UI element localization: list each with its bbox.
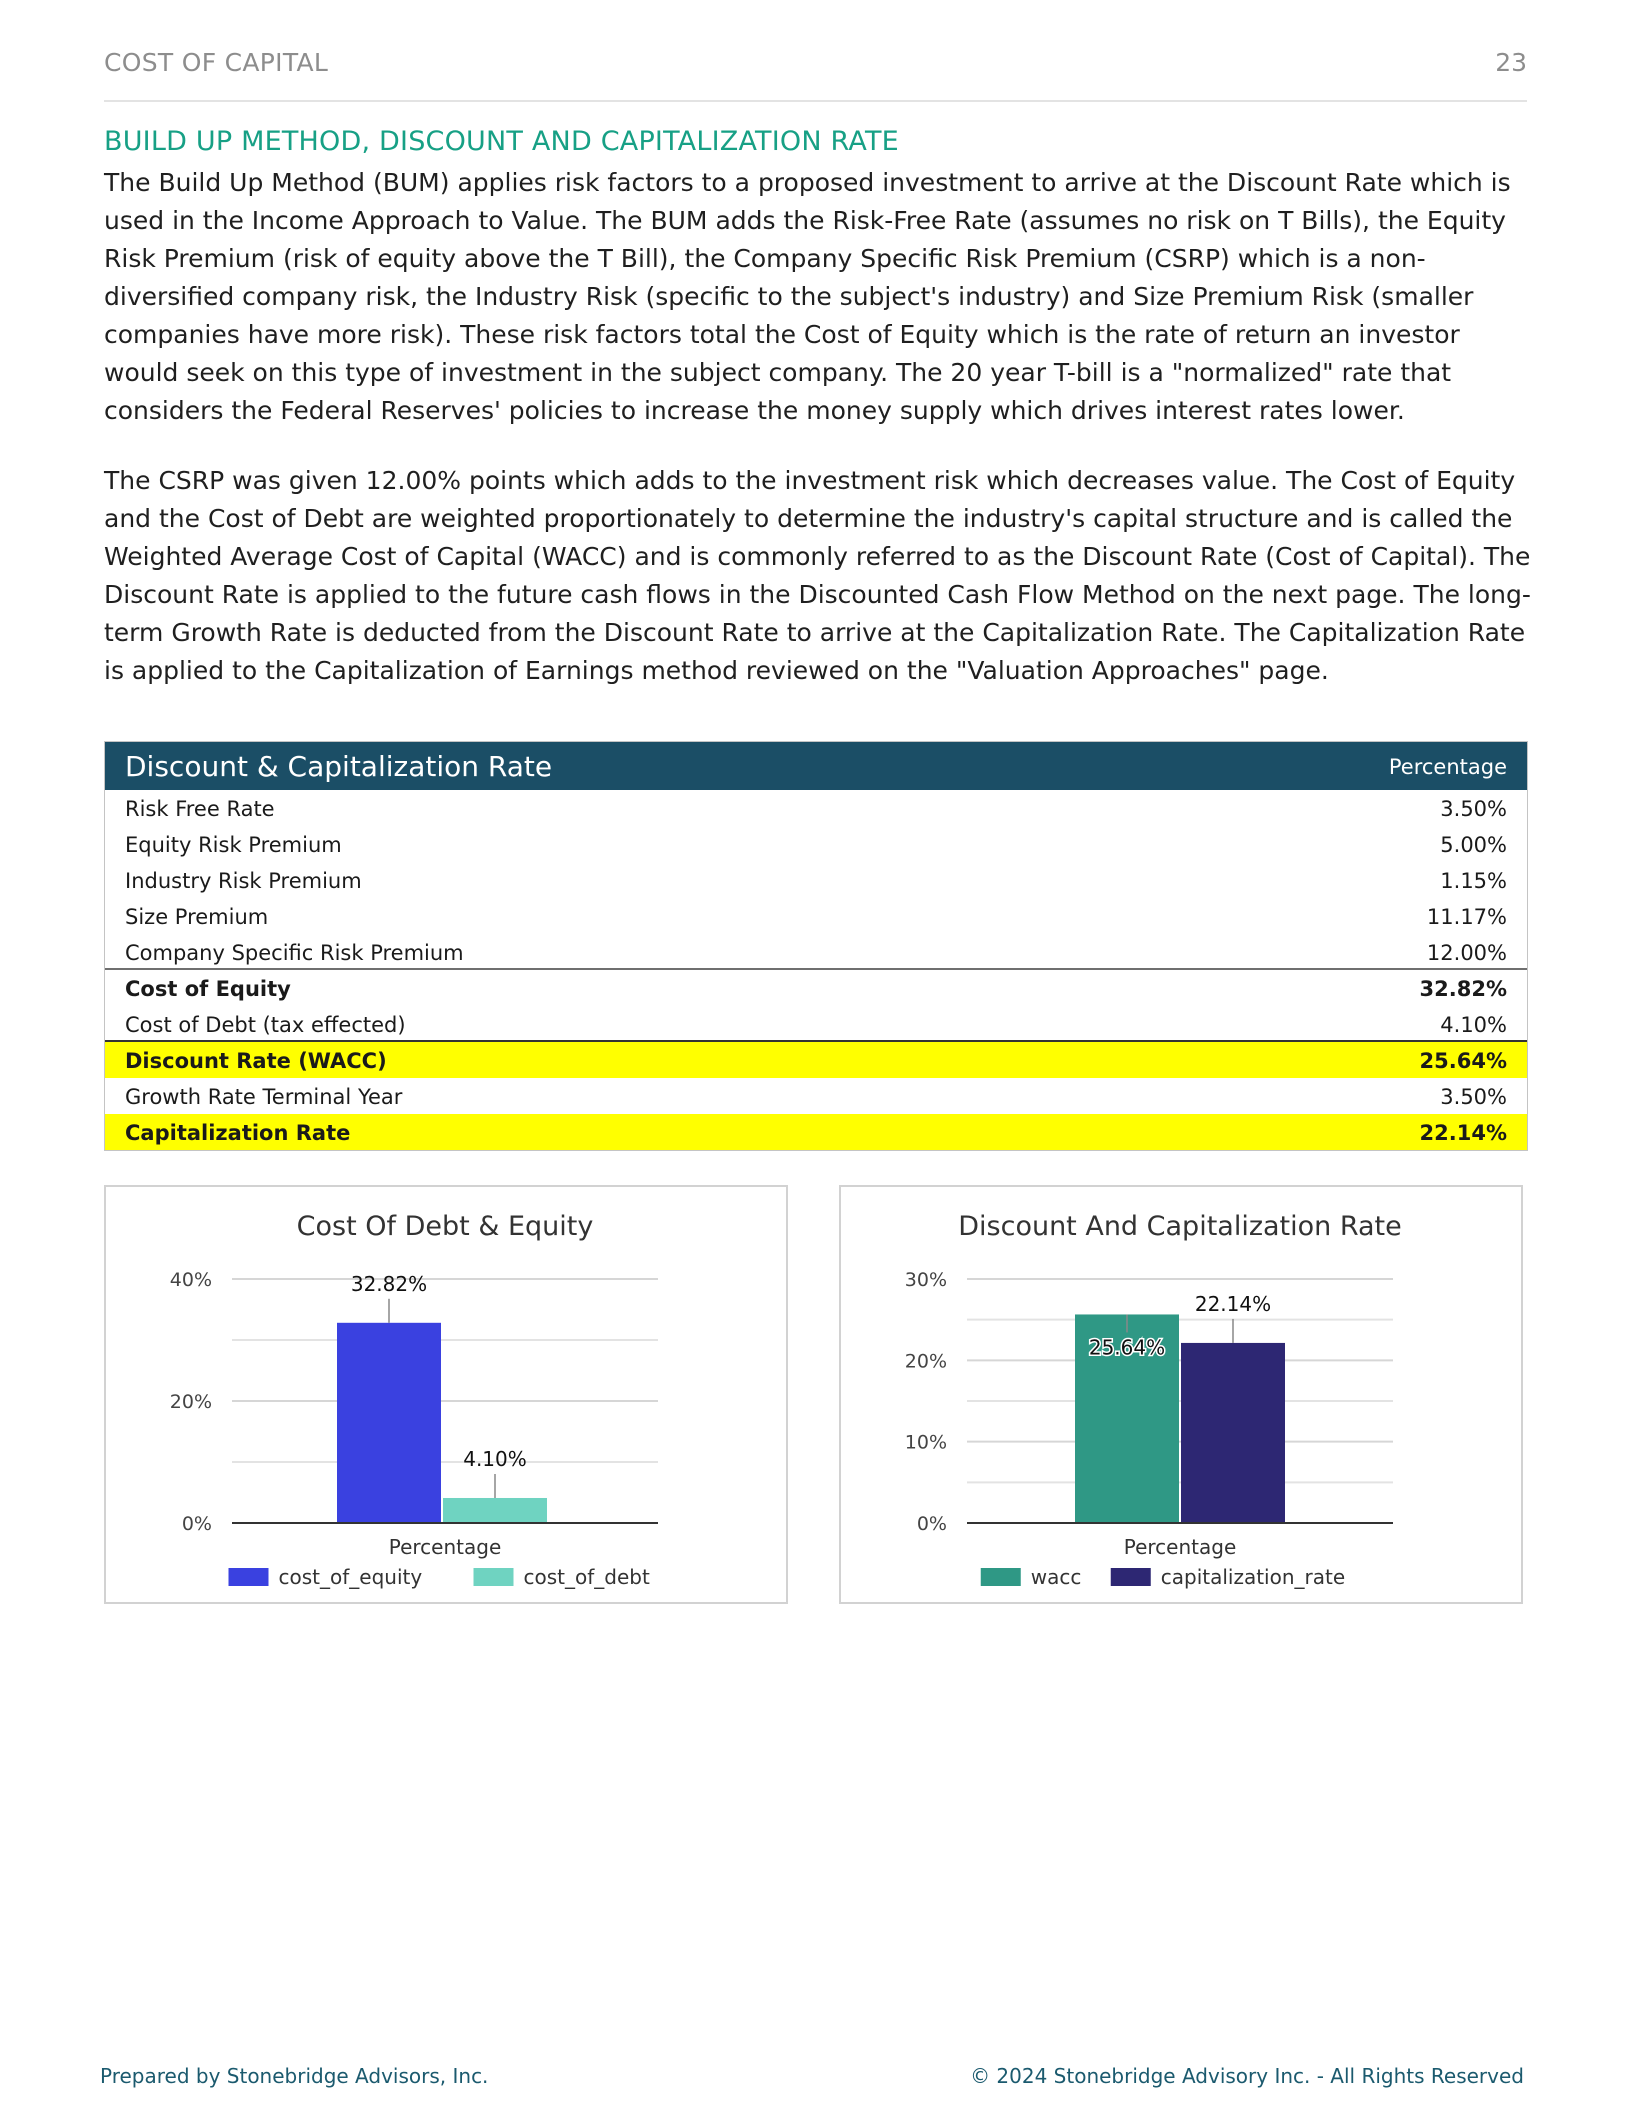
table-row <box>105 898 1527 934</box>
legend-swatch <box>229 1568 269 1586</box>
row-value: 32.82% <box>1419 977 1507 1001</box>
page-header <box>104 46 1527 102</box>
legend-label: cost_of_debt <box>523 1565 650 1589</box>
paragraph-csrp: The CSRP was given 12.00% points which adds to the investment risk which decreases value. The Cost of Equity and the Cost of Debt are weighted proportionately to determine the industry's capital structure and is called the Weighted Average Cost of Capital (WACC) and is commonly referred to as the Discount Rate (Cost of Capital). The Discount Rate is applied to the future cash flows in the Discounted Cash Flow Method on the next page. The long-term Growth Rate is deducted from the Discount Rate to arrive at the Capitalization Rate. The Capitalization Rate is applied to the Capitalization of Earnings method reviewed on the "Valuation Approaches" page. <box>104 466 1531 685</box>
row-value: 3.50% <box>1440 797 1507 821</box>
row-label: Risk Free Rate <box>125 797 275 821</box>
data-label: 4.10% <box>463 1446 527 1471</box>
data-label: 22.14% <box>1194 1291 1272 1316</box>
row-label: Company Specific Risk Premium <box>125 941 464 965</box>
table-row <box>105 934 1527 970</box>
discount-capitalization-table <box>104 741 1528 1151</box>
y-tick-label: 20% <box>169 1391 212 1413</box>
legend-label: wacc <box>1030 1565 1082 1589</box>
y-tick-label: 40% <box>169 1269 212 1291</box>
chart-svg <box>841 1187 1521 1602</box>
table-row-cost-of-equity <box>105 970 1527 1006</box>
y-tick-label: 0% <box>916 1513 947 1535</box>
row-label: Equity Risk Premium <box>125 833 342 857</box>
legend-label: cost_of_equity <box>278 1565 423 1589</box>
bar-cost-of-debt <box>443 1498 547 1523</box>
row-label: Size Premium <box>125 905 269 929</box>
paragraph-build-up-method: The Build Up Method (BUM) applies risk factors to a proposed investment to arrive at the Discount Rate which is used in the Income Approach to Value. The BUM adds the Risk-Free Rate (assumes no risk on T Bills), the Equity Risk Premium (risk of equity above the T Bill), the Company Specific Risk Premium (CSRP) which is a non-diversified company risk, the Industry Risk (specific to the subject's industry) and Size Premium Risk (smaller companies have more risk). These risk factors total the Cost of Equity which is the rate of return an investor would seek on this type of investment in the subject company. The 20 year T-bill is a "normalized" rate that considers the Federal Reserves' policies to increase the money supply which drives interest rates lower. <box>104 168 1511 425</box>
data-label: 32.82% <box>350 1271 428 1296</box>
table-row-capitalization-rate <box>105 1114 1527 1150</box>
legend-label: capitalization_rate <box>1160 1565 1346 1589</box>
x-category-label: Percentage <box>1123 1535 1237 1559</box>
chart-title: Cost Of Debt & Equity <box>296 1211 594 1242</box>
footer-prepared-by: Prepared by Stonebridge Advisors, Inc. <box>100 2064 489 2088</box>
table-title: Discount & Capitalization Rate <box>125 750 553 783</box>
y-tick-label: 20% <box>904 1350 947 1373</box>
y-tick-label: 10% <box>904 1431 947 1454</box>
x-category-label: Percentage <box>388 1535 502 1559</box>
row-label: Growth Rate Terminal Year <box>125 1085 403 1109</box>
table-row <box>105 862 1527 898</box>
chart-discount-capitalization-rate <box>839 1185 1523 1604</box>
section-title: BUILD UP METHOD, DISCOUNT AND CAPITALIZATION RATE <box>104 126 899 157</box>
row-value: 1.15% <box>1440 869 1507 893</box>
row-label: Industry Risk Premium <box>125 869 362 893</box>
row-label: Cost of Equity <box>125 977 291 1001</box>
row-value: 4.10% <box>1440 1013 1507 1037</box>
y-tick-label: 30% <box>904 1269 947 1291</box>
table-header <box>105 742 1527 790</box>
data-label: 25.64% <box>1088 1335 1166 1360</box>
footer-copyright: © 2024 Stonebridge Advisory Inc. - All Rights Reserved <box>970 2064 1524 2088</box>
row-label: Capitalization Rate <box>125 1121 351 1145</box>
table-column-header: Percentage <box>1388 755 1507 779</box>
row-label: Discount Rate (WACC) <box>125 1049 387 1073</box>
row-value: 5.00% <box>1440 833 1507 857</box>
table-row <box>105 790 1527 826</box>
legend-swatch <box>474 1568 514 1586</box>
row-value: 22.14% <box>1419 1121 1507 1145</box>
bar-cost-of-equity <box>337 1323 441 1523</box>
table-row <box>105 1006 1527 1042</box>
header-title: COST OF CAPITAL <box>104 48 329 77</box>
table-row-discount-rate <box>105 1042 1527 1078</box>
page-number: 23 <box>1495 48 1527 77</box>
row-label: Cost of Debt (tax effected) <box>125 1013 406 1037</box>
table-row <box>105 1078 1527 1114</box>
bar-capitalization-rate <box>1181 1343 1285 1523</box>
y-tick-label: 0% <box>181 1513 212 1535</box>
legend-swatch <box>1111 1568 1151 1586</box>
row-value: 12.00% <box>1426 941 1507 965</box>
legend-swatch <box>981 1568 1021 1586</box>
table-row <box>105 826 1527 862</box>
row-value: 11.17% <box>1426 905 1507 929</box>
row-value: 25.64% <box>1419 1049 1507 1073</box>
chart-cost-of-debt-equity <box>104 1185 788 1604</box>
chart-title: Discount And Capitalization Rate <box>958 1211 1402 1242</box>
row-value: 3.50% <box>1440 1085 1507 1109</box>
chart-svg <box>106 1187 786 1602</box>
